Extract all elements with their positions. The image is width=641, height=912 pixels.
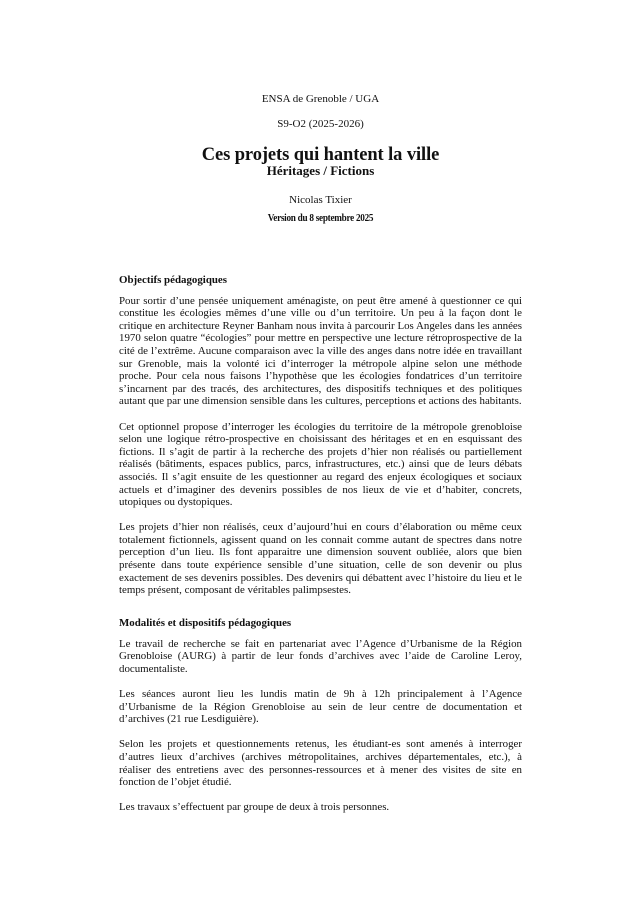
section-heading: Objectifs pédagogiques	[119, 274, 228, 286]
version-date: Version du 8 septembre 2025	[267, 213, 374, 224]
section-modalites	[119, 617, 522, 814]
paragraph: Selon les projets et questionnements retenus, les étudiant-es sont amenés à interroger d’autres lieux d’archives (archives métropolitaines, archives départementales, etc.), à réaliser des entretiens avec des personnes-ressources et à mener des visites de site en fonction de l’objet étudié.	[119, 738, 522, 789]
paragraph: Pour sortir d’une pensée uniquement aménagiste, on peut être amené à questionner ce qui constitue les écologies mêmes d’une ville ou d’un territoire. Un peu à la façon dont le critique en architecture Reyner Banham nous invita à parcourir Los Angeles dans les années 1970 selon quatre “écologies” pour mettre en perspective une lecture rétroprospective de la cité de l’extrême. Aucune comparaison avec la ville des anges dans notre idée en travaillant sur Grenoble, mais la volonté ici d’interroger la métropole alpine selon une méthode proche. Pour cela nous faisons l’hypothèse que les écologies fondatrices d’un territoire s’incarnent par des tracés, des architectures, des dispositifs techniques et des politiques autant que par une dimension sensible dans les cultures, perceptions et actions des habitants.	[119, 294, 522, 408]
institution-line: ENSA de Grenoble / UGA	[261, 93, 380, 105]
paragraph: Le travail de recherche se fait en partenariat avec l’Agence d’Urbanisme de la Région Grenobloise (AURG) à partir de leur fonds d’archives avec l’aide de Caroline Leroy, documentaliste.	[119, 637, 522, 675]
document-title: Ces projets qui hantent la ville	[201, 145, 440, 165]
author-name: Nicolas Tixier	[289, 194, 352, 206]
paragraph: Cet optionnel propose d’interroger les écologies du territoire de la métropole grenobloise selon une logique rétro-prospective en choisissant des héritages et en en esquissant des fictions. Il s’agit de partir à la recherche des projets d’hier non réalisés ou partiellement réalisés (bâtiments, espaces publics, parcs, infrastructures, etc.) ainsi que de leurs débats associés. Il s’agit ensuite de les questionner au regard des enjeux écologiques et sociaux actuels et d’imaginer des devenirs possibles de nos lieux de vie et d’habiter, concrets, utopiques ou dystopiques.	[119, 420, 522, 509]
section-heading: Modalités et dispositifs pédagogiques	[119, 617, 292, 629]
course-code: S9-O2 (2025-2026)	[277, 118, 364, 130]
paragraph: Les projets d’hier non réalisés, ceux d’aujourd’hui en cours d’élaboration ou même ceux totalement fictionnels, agissent quand on les connait comme autant de spectres dans notre perception d’un lieu. Ils font apparaitre une dimension souvent oubliée, alors que bien présente dans toute expérience sensible d’une situation, celle de son devenir ou plus exactement de ses devenirs possibles. Des devenirs qui débattent avec l’histoire du lieu et le temps présent, composant de véritables palimpsestes.	[119, 521, 522, 597]
paragraph: Les travaux s’effectuent par groupe de deux à trois personnes.	[119, 801, 390, 814]
paragraph: Les séances auront lieu les lundis matin de 9h à 12h principalement à l’Agence d’Urbanisme de la Région Grenobloise au sein de leur centre de documentation et d’archives (21 rue Lesdiguière).	[119, 687, 522, 726]
document-subtitle: Héritages / Fictions	[266, 163, 375, 178]
section-objectifs	[119, 274, 522, 597]
